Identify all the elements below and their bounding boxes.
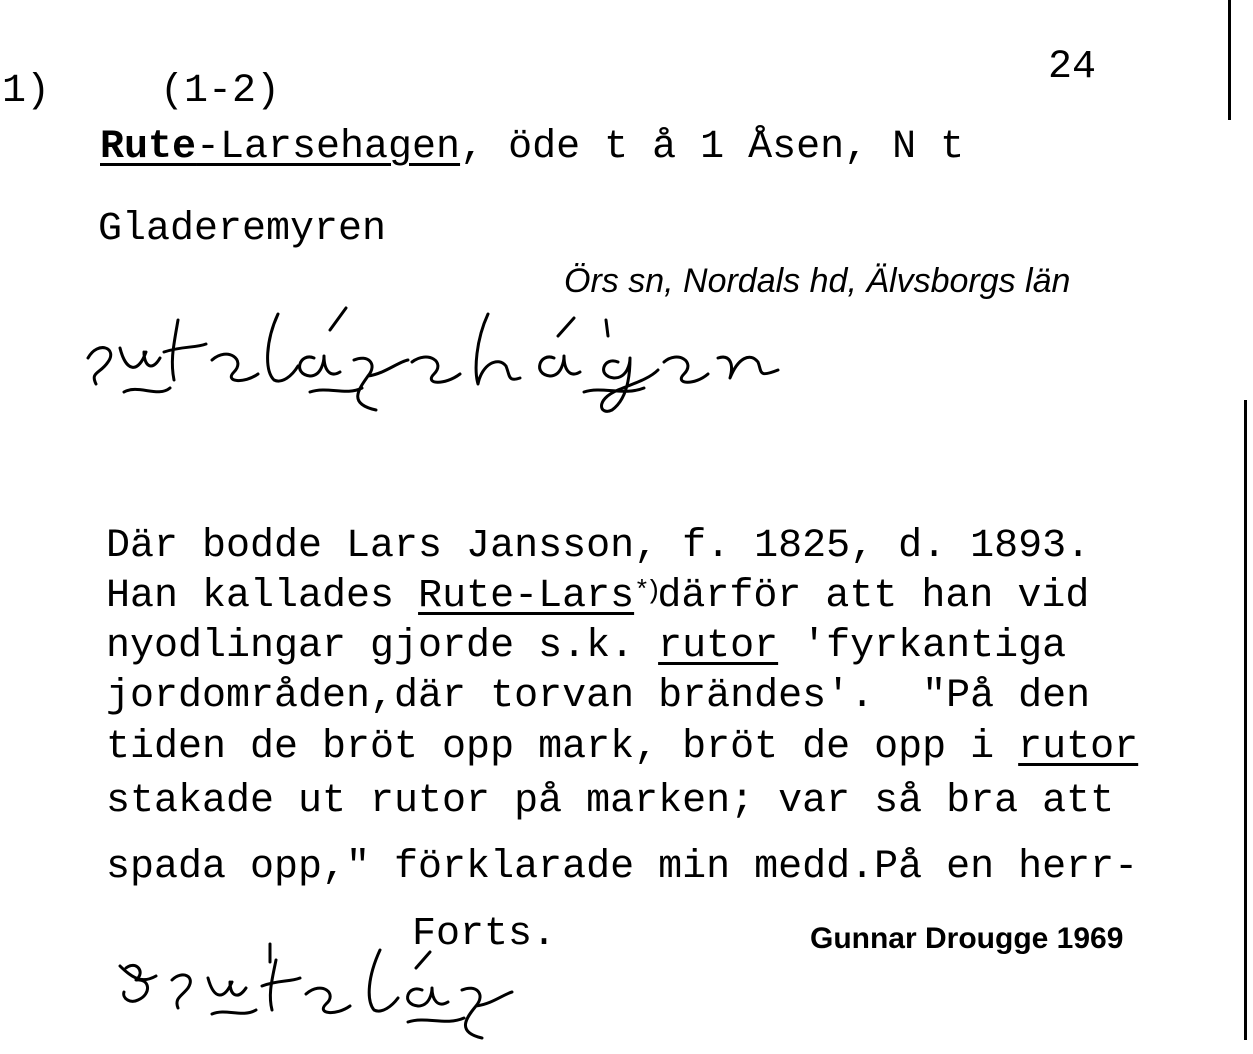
body-line-5 (106, 725, 1139, 770)
page-number: 24 (1048, 45, 1097, 90)
headword-line-2: Gladeremyren (98, 207, 387, 252)
continued-marker: Forts. (412, 912, 557, 957)
term-rutor-2: rutor (1018, 725, 1139, 770)
body-line-7: spada opp," förklarade min medd.På en herr- (106, 845, 1139, 890)
term-rutor: rutor (658, 624, 779, 669)
card-border-right (1228, 0, 1231, 120)
card-border-right-lower (1244, 400, 1247, 1040)
body-line-3-a: nyodlingar gjorde s.k. (106, 624, 659, 669)
headword-line (100, 125, 965, 170)
body-line-5-a: tiden de bröt opp mark, bröt de opp i (106, 725, 1019, 770)
body-line-6: stakade ut rutor på marken; var så bra att (106, 779, 1115, 824)
card-range: (1-2) (160, 69, 281, 114)
footnote-transcription-handwritten (112, 938, 532, 1048)
card-index: 1) (2, 69, 51, 114)
body-line-4: jordområden,där torvan brändes'. "På den (106, 674, 1091, 719)
footnote-mark: *) (634, 576, 658, 606)
body-line-2-b: därför att han vid (657, 574, 1090, 619)
body-line-1: Där bodde Lars Jansson, f. 1825, d. 1893. (106, 524, 1091, 569)
term-rute-lars: Rute-Lars (418, 574, 635, 619)
headword-name-bold: Rute (100, 125, 197, 170)
body-line-3-b: 'fyrkantiga (778, 624, 1067, 669)
location-stamp: Örs sn, Nordals hd, Älvsborgs län (564, 262, 1071, 300)
author-signature: Gunnar Drougge 1969 (810, 922, 1124, 955)
body-line-3 (106, 624, 1067, 669)
headword-rest: , öde t å 1 Åsen, N t (460, 125, 965, 170)
body-line-2 (106, 574, 1090, 619)
headword-name-rest: -Larsehagen (196, 125, 461, 170)
body-line-2-a: Han kallades (106, 574, 419, 619)
headword-name (100, 125, 460, 170)
phonetic-transcription-handwritten (78, 300, 798, 430)
